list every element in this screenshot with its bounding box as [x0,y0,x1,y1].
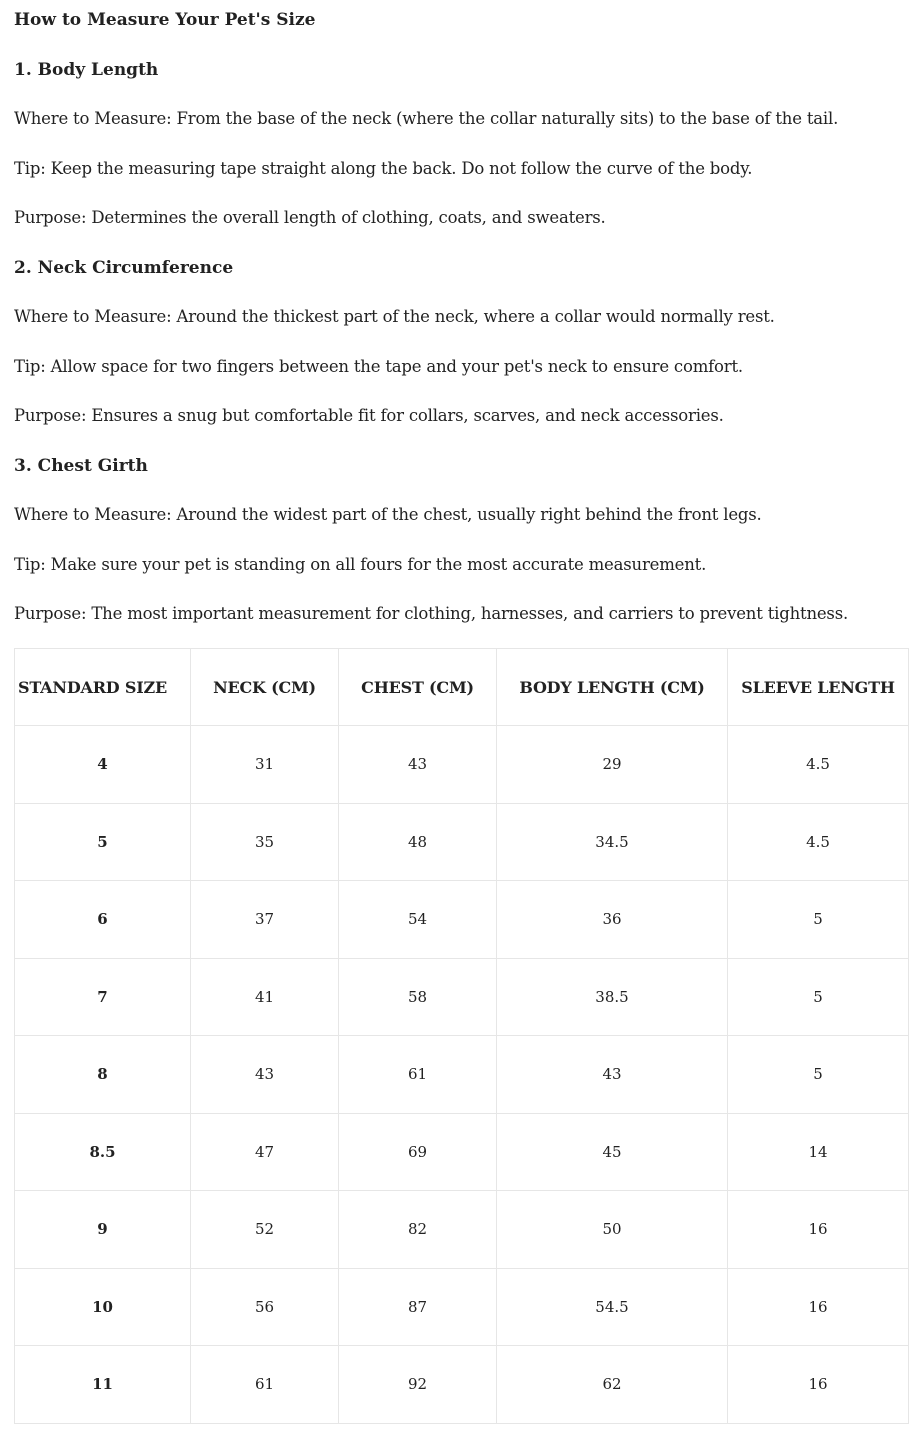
chest-cell: 58 [339,958,497,1036]
body-length-purpose: Purpose: Determines the overall length of clothing, coats, and sweaters. [14,208,606,227]
sleeve-length-cell: 5 [728,881,909,959]
table-header-row [15,649,909,726]
body-length-cell: 38.5 [497,958,728,1036]
size-cell: 7 [15,958,191,1036]
table-row [15,881,909,959]
size-cell: 10 [15,1268,191,1346]
chest-where: Where to Measure: Around the widest part of the chest, usually right behind the front legs. [14,505,762,524]
table-row [15,958,909,1036]
table-row [15,1036,909,1114]
neck-cell: 47 [191,1113,339,1191]
chest-cell: 43 [339,726,497,804]
neck-cell: 31 [191,726,339,804]
column-header-standard-size: STANDARD SIZE [15,649,191,726]
neck-where: Where to Measure: Around the thickest part of the neck, where a collar would normally rest. [14,307,775,326]
size-cell: 5 [15,803,191,881]
table-row [15,1191,909,1269]
sleeve-length-cell: 14 [728,1113,909,1191]
neck-cell: 35 [191,803,339,881]
table-row [15,803,909,881]
section-heading-neck-circumference: 2. Neck Circumference [14,258,234,278]
chest-cell: 92 [339,1346,497,1424]
table-row [15,1113,909,1191]
table-row [15,726,909,804]
neck-cell: 43 [191,1036,339,1114]
body-length-cell: 45 [497,1113,728,1191]
size-cell: 11 [15,1346,191,1424]
column-header-sleeve-length: SLEEVE LENGTH [728,649,909,726]
neck-cell: 41 [191,958,339,1036]
sleeve-length-cell: 16 [728,1268,909,1346]
neck-cell: 61 [191,1346,339,1424]
chest-cell: 87 [339,1268,497,1346]
chest-cell: 69 [339,1113,497,1191]
sleeve-length-cell: 16 [728,1191,909,1269]
body-length-cell: 43 [497,1036,728,1114]
column-header-neck: NECK (CM) [191,649,339,726]
body-length-tip: Tip: Keep the measuring tape straight along the back. Do not follow the curve of the body. [14,159,753,178]
table-row [15,1268,909,1346]
body-length-cell: 62 [497,1346,728,1424]
neck-tip: Tip: Allow space for two fingers between the tape and your pet's neck to ensure comfort. [14,357,743,376]
column-header-body-length: BODY LENGTH (CM) [497,649,728,726]
sleeve-length-cell: 4.5 [728,803,909,881]
size-cell: 4 [15,726,191,804]
sleeve-length-cell: 5 [728,1036,909,1114]
size-cell: 9 [15,1191,191,1269]
body-length-cell: 50 [497,1191,728,1269]
section-heading-chest-girth: 3. Chest Girth [14,456,148,476]
body-length-cell: 29 [497,726,728,804]
table-row [15,1346,909,1424]
neck-purpose: Purpose: Ensures a snug but comfortable fit for collars, scarves, and neck accessories. [14,406,724,425]
size-cell: 8.5 [15,1113,191,1191]
neck-cell: 56 [191,1268,339,1346]
body-length-cell: 36 [497,881,728,959]
chest-cell: 82 [339,1191,497,1269]
chest-tip: Tip: Make sure your pet is standing on all fours for the most accurate measurement. [14,555,707,574]
size-cell: 8 [15,1036,191,1114]
chest-purpose: Purpose: The most important measurement for clothing, harnesses, and carriers to prevent tightness. [14,604,849,623]
page-title: How to Measure Your Pet's Size [14,10,316,30]
column-header-chest: CHEST (CM) [339,649,497,726]
sleeve-length-cell: 5 [728,958,909,1036]
neck-cell: 52 [191,1191,339,1269]
size-cell: 6 [15,881,191,959]
chest-cell: 61 [339,1036,497,1114]
chest-cell: 54 [339,881,497,959]
size-chart-table [14,648,909,1424]
body-length-cell: 34.5 [497,803,728,881]
section-heading-body-length: 1. Body Length [14,60,159,80]
sleeve-length-cell: 16 [728,1346,909,1424]
neck-cell: 37 [191,881,339,959]
sleeve-length-cell: 4.5 [728,726,909,804]
chest-cell: 48 [339,803,497,881]
body-length-where: Where to Measure: From the base of the neck (where the collar naturally sits) to the base of the tail. [14,109,839,128]
body-length-cell: 54.5 [497,1268,728,1346]
